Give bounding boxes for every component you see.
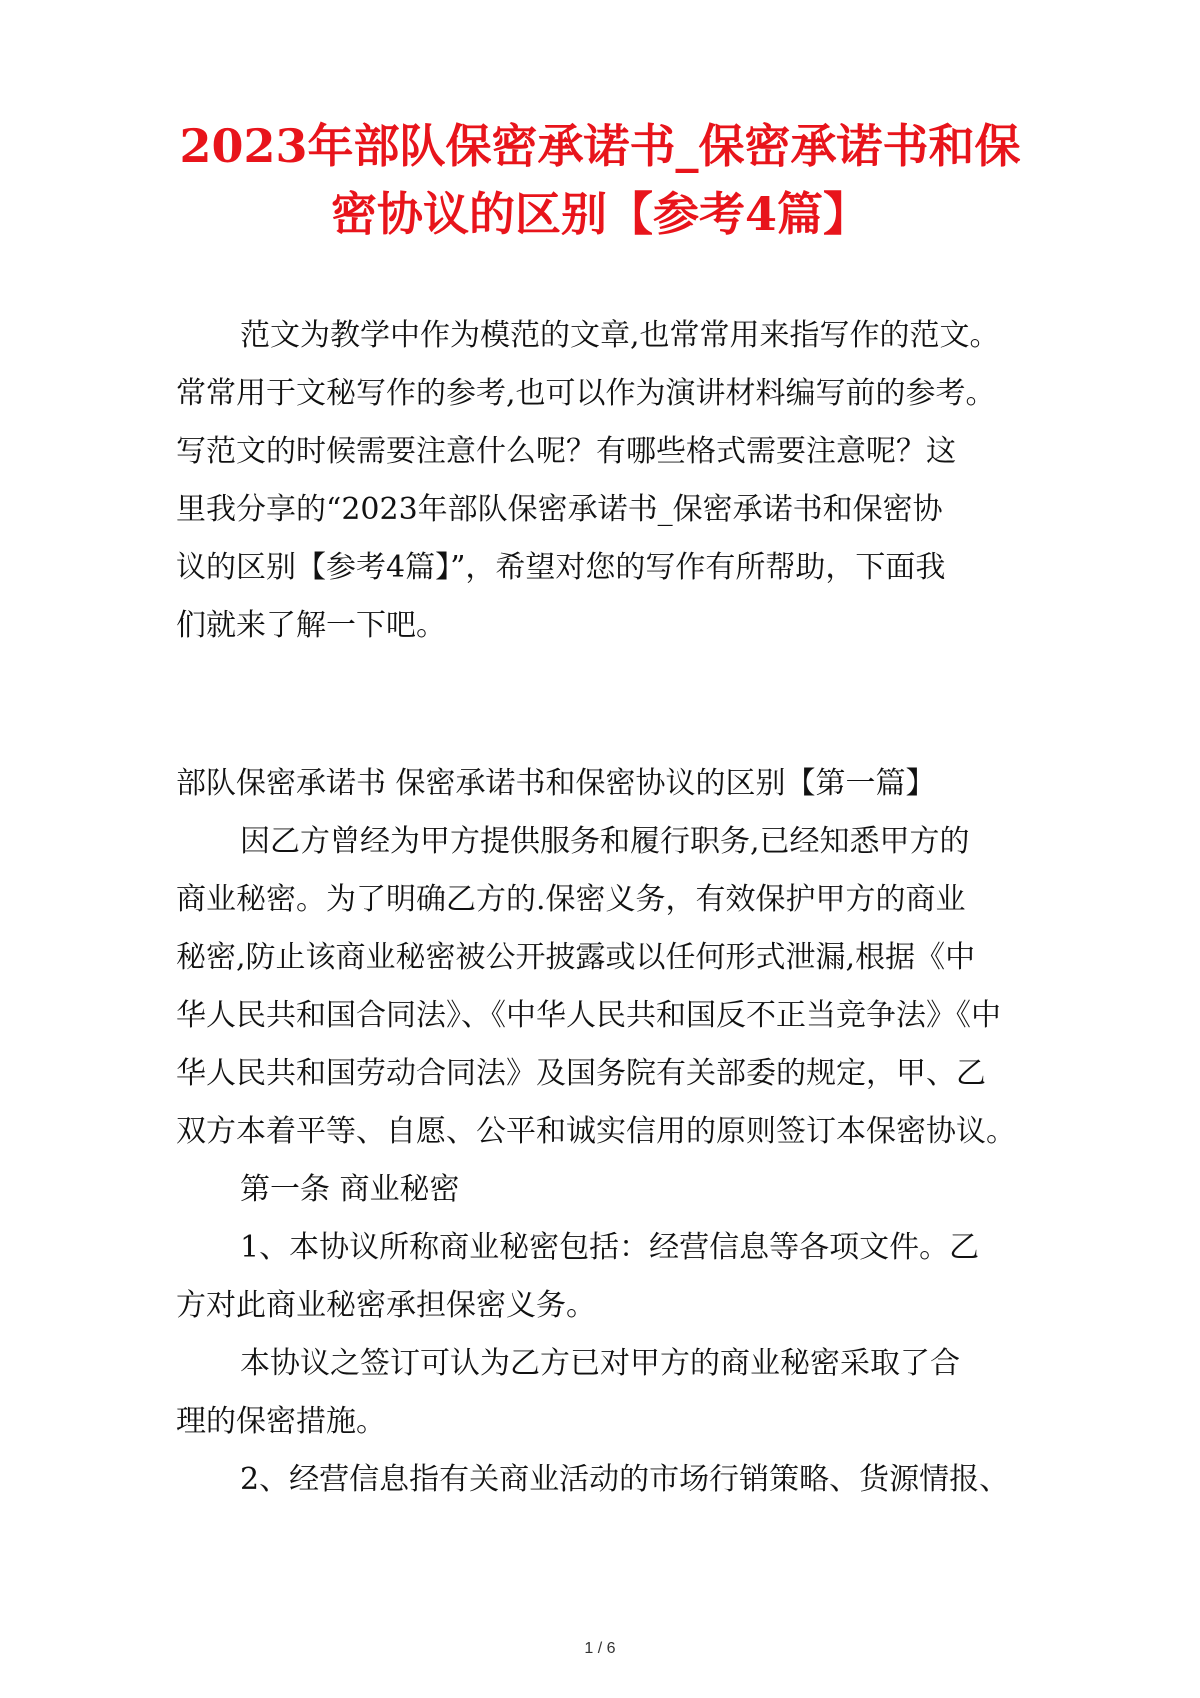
section-line: 2、经营信息指有关商业活动的市场行销策略、货源情报、 (240, 1462, 1010, 1497)
section-line: 1、本协议所称商业秘密包括：经营信息等各项文件。乙 (240, 1230, 980, 1265)
section-line: 双方本着平等、自愿、公平和诚实信用的原则签订本保密协议。 (176, 1114, 1016, 1149)
intro-line: 们就来了解一下吧。 (176, 608, 446, 643)
section-line: 本协议之签订可认为乙方已对甲方的商业秘密采取了合 (240, 1346, 960, 1381)
section-line: 因乙方曾经为甲方提供服务和履行职务,已经知悉甲方的 (240, 824, 970, 859)
intro-line: 写范文的时候需要注意什么呢？有哪些格式需要注意呢？这 (176, 434, 956, 469)
intro-line: 里我分享的“2023年部队保密承诺书_保密承诺书和保密协 (176, 492, 943, 527)
section-line: 秘密,防止该商业秘密被公开披露或以任何形式泄漏,根据《中 (176, 940, 976, 975)
section-first (176, 755, 1036, 1509)
intro-line: 议的区别【参考4篇】”，希望对您的写作有所帮助，下面我 (176, 550, 946, 585)
document-title (150, 112, 1050, 248)
page-number: 1 / 6 (584, 1640, 616, 1657)
section-line: 商业秘密。为了明确乙方的.保密义务，有效保护甲方的商业 (176, 882, 966, 917)
section-line: 华人民共和国劳动合同法》及国务院有关部委的规定，甲、乙 (176, 1056, 986, 1091)
section-heading: 部队保密承诺书 保密承诺书和保密协议的区别【第一篇】 (176, 766, 936, 801)
title-line-2: 密协议的区别【参考4篇】 (330, 187, 869, 241)
intro-line: 范文为教学中作为模范的文章,也常常用来指写作的范文。 (240, 318, 1000, 353)
intro-paragraph (176, 307, 1036, 655)
section-line: 方对此商业秘密承担保密义务。 (176, 1288, 596, 1323)
section-line: 理的保密措施。 (176, 1404, 386, 1439)
article-heading: 第一条 商业秘密 (240, 1172, 460, 1207)
section-line: 华人民共和国合同法》、《中华人民共和国反不正当竞争法》《中 (176, 998, 1001, 1033)
intro-line: 常常用于文秘写作的参考,也可以作为演讲材料编写前的参考。 (176, 376, 996, 411)
title-line-1: 2023年部队保密承诺书_保密承诺书和保 (179, 119, 1021, 173)
